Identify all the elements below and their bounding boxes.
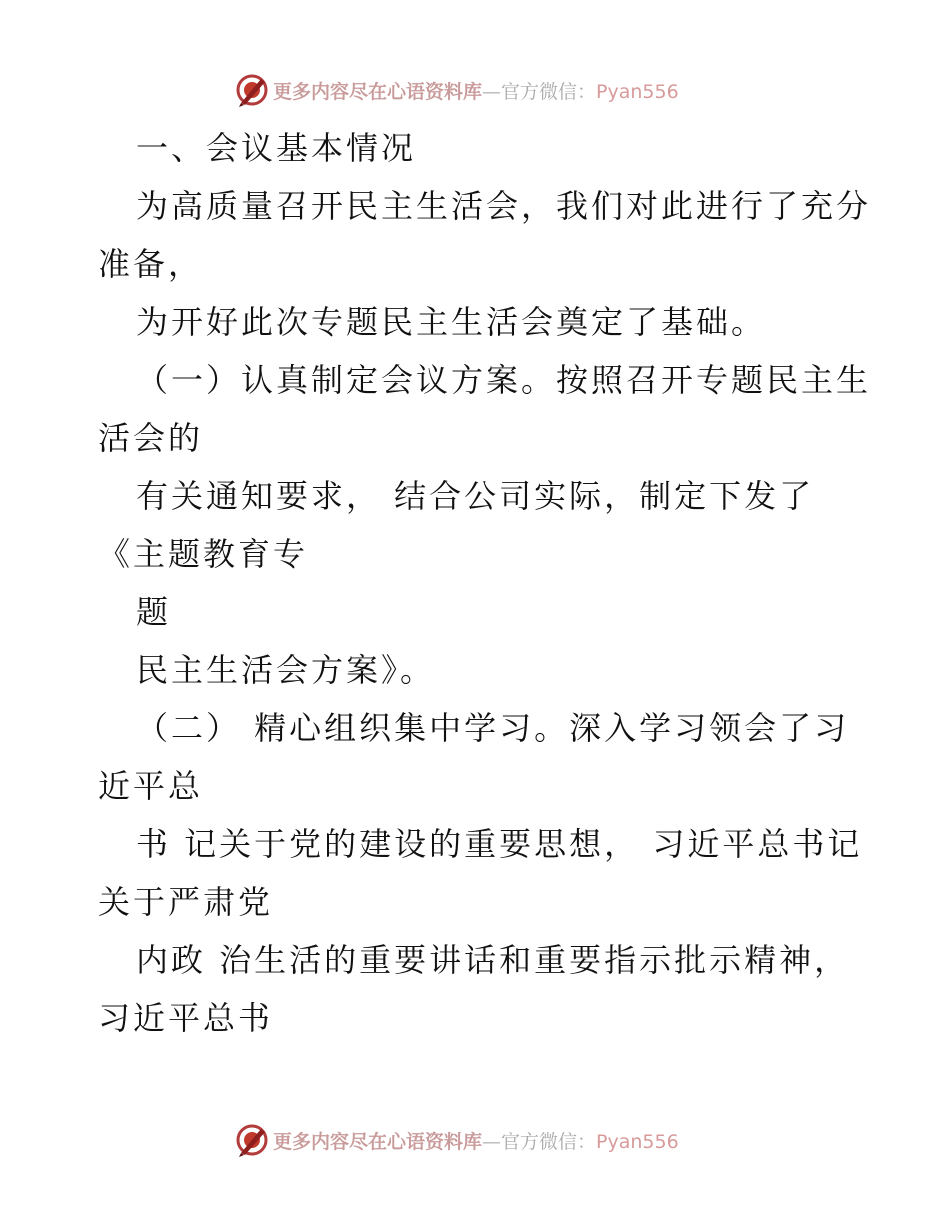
paragraph-line: 内政 治生活的重要讲话和重要指示批示精神，	[136, 941, 850, 979]
paragraph-line: 有关通知要求， 结合公司实际，制定下发了	[136, 477, 815, 515]
paragraph-line: （一）认真制定会议方案。按照召开专题民主生	[136, 361, 872, 399]
header-banner	[235, 72, 679, 108]
paragraph-line: 关于严肃党	[98, 883, 274, 921]
header-wechat-label: 官方微信：	[501, 80, 597, 103]
footer-wechat-label: 官方微信：	[501, 1130, 597, 1153]
paragraph-line: 民主生活会方案》。	[136, 651, 436, 689]
paragraph-line: 活会的	[98, 419, 204, 457]
paragraph-line: 书 记关于党的建设的重要思想， 习近平总书记	[136, 825, 863, 863]
footer-banner	[235, 1122, 679, 1158]
footer-wechat-id: Pyan556	[596, 1130, 679, 1153]
header-site-text	[273, 77, 679, 104]
paragraph-line: （二） 精心组织集中学习。深入学习领会了习	[136, 709, 850, 747]
pen-logo-icon	[235, 1123, 269, 1157]
paragraph-line: 《主题教育专	[98, 535, 309, 573]
header-dash: —	[482, 80, 502, 103]
footer-site-name: 更多内容尽在心语资料库	[273, 1130, 483, 1153]
paragraph-line: 为开好此次专题民主生活会奠定了基础。	[136, 303, 767, 341]
paragraph-line: 准备，	[98, 245, 204, 283]
footer-dash: —	[482, 1130, 502, 1153]
paragraph-line: 习近平总书	[98, 999, 274, 1037]
pen-logo-icon	[235, 73, 269, 107]
paragraph-line: 为高质量召开民主生活会，我们对此进行了充分	[136, 187, 872, 225]
paragraph-line: 题	[136, 593, 172, 631]
paragraph-line: 近平总	[98, 767, 204, 805]
footer-site-text	[273, 1127, 679, 1154]
section-heading: 一、会议基本情况	[136, 129, 417, 167]
header-site-name: 更多内容尽在心语资料库	[273, 80, 483, 103]
header-wechat-id: Pyan556	[596, 80, 679, 103]
